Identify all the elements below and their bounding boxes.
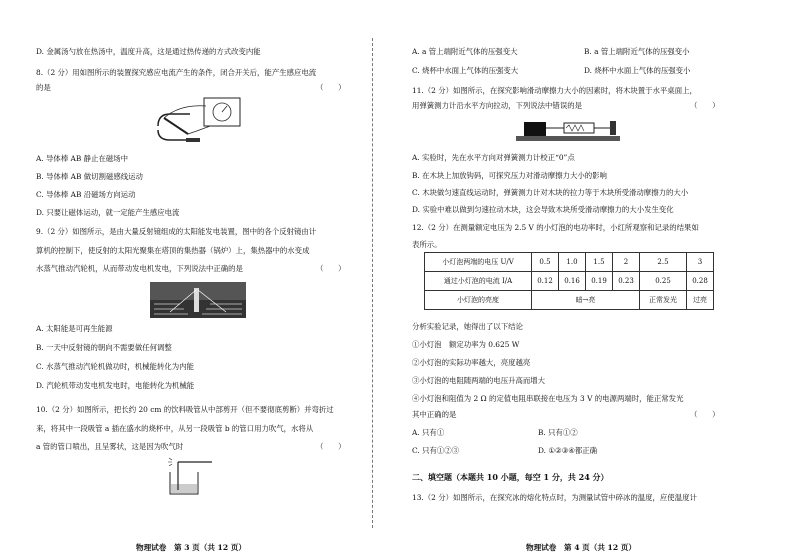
q10-option-a: A. a 管上端附近气体的压强变大 — [412, 47, 518, 56]
q9-stem-3: 水蒸气推动汽轮机，从而带动发电机发电，下列说法中正确的是 — [36, 264, 243, 273]
table-cell: 0.12 — [532, 272, 559, 291]
table-cell: 2.5 — [640, 253, 687, 272]
table-cell: 1.5 — [586, 253, 613, 272]
q11-option-c: C. 木块做匀速直线运动时，弹簧测力计对木块的拉力等于木块所受滑动摩擦力的大小 — [412, 188, 689, 197]
q12-prompt: 其中正确的是 — [412, 410, 457, 419]
left-page-footer: 物理试卷 第 3 页（共 12 页） — [136, 543, 246, 552]
table-cell: 通过小灯泡的电流 I/A — [425, 272, 532, 291]
table-cell: 3 — [687, 253, 714, 272]
table-cell: 小灯泡的亮度 — [425, 291, 532, 310]
q12-stem-2: 表所示。 — [412, 240, 442, 249]
q8-option-d: D. 只要让磁体运动，就一定能产生感应电流 — [36, 208, 180, 217]
q12-answer-paren: （ ） — [690, 410, 720, 419]
right-page-footer: 物理试卷 第 4 页（共 12 页） — [526, 543, 636, 552]
q7-option-d: D. 金属汤勺放在热汤中，温度升高，这是通过热传递的方式改变内能 — [36, 47, 261, 56]
q12-data-table — [424, 252, 714, 310]
q9-figure-solar-tower — [150, 282, 246, 318]
q9-option-b: B. 一天中反射镜的朝向不需要做任何调整 — [36, 343, 172, 352]
q8-option-b: B. 导体棒 AB 做切割磁感线运动 — [36, 172, 143, 181]
table-cell: 小灯泡两端的电压 U/V — [425, 253, 532, 272]
right-page — [398, 0, 794, 560]
q8-stem-2: 的是 — [36, 83, 51, 92]
q11-option-d: D. 实验中难以做到匀速拉动木块，这会导致木块所受滑动摩擦力的大小发生变化 — [412, 205, 674, 214]
q11-stem-2: 用弹簧测力计沿水平方向拉动，下列说法中错误的是 — [412, 101, 582, 110]
q12-option-c: C. 只有①②③ — [412, 446, 460, 455]
q10-answer-paren: （ ） — [316, 442, 346, 451]
q10-option-d: D. 烧杯中水面上气体的压强变小 — [584, 66, 691, 75]
table-row — [425, 272, 714, 291]
table-cell: 0.5 — [532, 253, 559, 272]
q12-option-b: B. 只有①② — [538, 428, 578, 437]
table-cell: 0.16 — [559, 272, 586, 291]
q9-stem-1: 9.（2 分）如图所示，是由大量反射镜组成的太阳能发电装置，图中的各个反射镜由计 — [36, 227, 317, 236]
table-cell: 0.25 — [640, 272, 687, 291]
q12-stem-1: 12.（2 分）在测量额定电压为 2.5 V 的小灯泡的电功率时，小红所观察和记录的结果如 — [412, 223, 699, 232]
table-cell: 暗→亮 — [532, 291, 640, 310]
q11-option-a: A. 实验时，先在水平方向对弹簧测力计校正“0”点 — [412, 153, 575, 162]
q8-option-c: C. 导体棒 AB 沿磁场方向运动 — [36, 190, 136, 199]
table-cell: 过亮 — [687, 291, 714, 310]
q12-conclusion-2: ②小灯泡的实际功率越大，亮度越亮 — [412, 358, 531, 367]
left-page — [0, 0, 396, 560]
q12-analysis: 分析实验记录，她得出了以下结论 — [412, 322, 523, 331]
q12-conclusion-4: ④小灯泡和阻值为 2 Ω 的定值电阻串联接在电压为 3 V 的电源两端时，能正常发光 — [412, 394, 684, 403]
table-cell: 0.19 — [586, 272, 613, 291]
q10-stem-1: 10.（2 分）如图所示，把长约 20 cm 的饮料吸管从中部剪开（但不要彻底剪断）并弯折过 — [36, 405, 334, 414]
q12-option-d: D. ①②③④都正确 — [538, 446, 598, 455]
q10-stem-3: a 管的管口喷出，且呈雾状，这是因为吹气时 — [36, 442, 184, 451]
table-cell: 0.23 — [613, 272, 640, 291]
q9-answer-paren: （ ） — [316, 264, 346, 273]
table-cell: 1.0 — [559, 253, 586, 272]
q9-option-c: C. 水蒸气推动汽轮机做功时，机械能转化为内能 — [36, 362, 194, 371]
q12-conclusion-1: ①小灯泡 额定功率为 0.625 W — [412, 340, 520, 349]
q11-stem-1: 11.（2 分）如图所示，在探究影响滑动摩擦力大小的因素时，将木块置于水平桌面上， — [412, 86, 697, 95]
q11-answer-paren: （ ） — [690, 101, 720, 110]
table-cell: 正常发光 — [640, 291, 687, 310]
q8-option-a: A. 导体棒 AB 静止在磁场中 — [36, 154, 129, 163]
table-row — [425, 291, 714, 310]
q11-figure-friction — [514, 112, 624, 142]
q12-conclusion-3: ③小灯泡的电阻随两端的电压升高而增大 — [412, 376, 546, 385]
q9-stem-2: 算机的控制下，使反射的太阳光聚集在塔顶的集热器（锅炉）上，集热器中的水变成 — [36, 246, 310, 255]
table-cell: 2 — [613, 253, 640, 272]
q10-figure-straw-beaker — [160, 456, 220, 496]
q11-option-b: B. 在木块上加放钩码，可探究压力对滑动摩擦力大小的影响 — [412, 171, 607, 180]
q8-answer-paren: （ ） — [316, 83, 346, 92]
q8-stem-1: 8.（2 分）用如图所示的装置探究感应电流产生的条件，闭合开关后，能产生感应电流 — [36, 68, 317, 77]
q8-figure — [150, 96, 246, 148]
q13-stem-1: 13.（2 分）如图所示，在探究冰的熔化特点时，为测量试管中碎冰的温度，应使温度计 — [412, 493, 697, 502]
table-cell: 0.28 — [687, 272, 714, 291]
section-heading-fill-in: 二、填空题（本题共 10 小题，每空 1 分，共 24 分） — [412, 472, 609, 482]
q10-option-b: B. a 管上端附近气体的压强变小 — [584, 47, 690, 56]
q12-option-a: A. 只有① — [412, 428, 445, 437]
q10-option-c: C. 烧杯中水面上气体的压强变大 — [412, 66, 519, 75]
q9-option-a: A. 太阳能是可再生能源 — [36, 324, 113, 333]
q9-option-d: D. 汽轮机带动发电机发电时，电能转化为机械能 — [36, 381, 195, 390]
q10-stem-2: 来，将其中一段吸管 a 插在盛水的烧杯中，从另一段吸管 b 的管口用力吹气，水将从 — [36, 424, 314, 433]
table-row — [425, 253, 714, 272]
